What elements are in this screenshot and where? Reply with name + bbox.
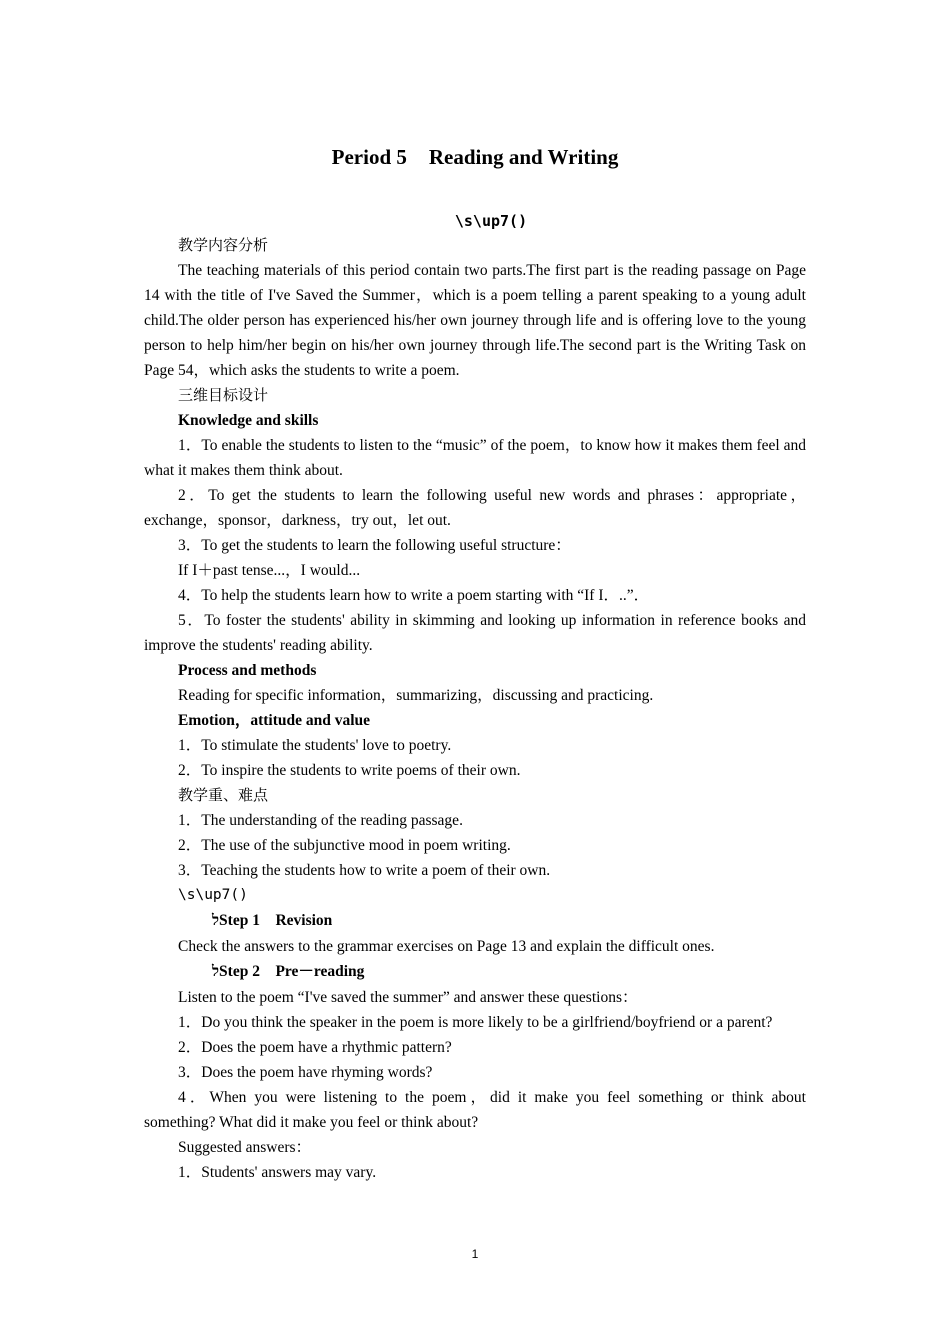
knowledge-item: 1．To enable the students to listen to the “music” of the poem，to know how it makes them feel and what it makes them think about. [144, 437, 806, 479]
process-text: Reading for specific information，summarizing，discussing and practicing. [178, 687, 654, 704]
key-point-item: 1．The understanding of the reading passage. [178, 812, 463, 829]
step-1-text: Check the answers to the grammar exercises on Page 13 and explain the difficult ones. [178, 938, 715, 955]
step-1-heading [144, 908, 806, 934]
knowledge-item: 3．To get the students to learn the following useful structure： [178, 537, 571, 554]
key-point-item: 2．The use of the subjunctive mood in poem writing. [178, 837, 511, 854]
document-body [144, 233, 806, 1185]
emotion-item: 1．To stimulate the students' love to poetry. [178, 737, 452, 754]
teaching-analysis-heading: 教学内容分析 [178, 236, 269, 254]
question-item: 2．Does the poem have a rhythmic pattern? [178, 1039, 452, 1056]
question-item: 4．When you were listening to the poem，did it make you feel something or think about something? What did it make you feel or think about? [144, 1089, 806, 1131]
page-number: 1 [471, 1247, 479, 1261]
title-period: Period 5 [331, 145, 407, 169]
step-2-intro: Listen to the poem “I've saved the summer” and answer these questions： [178, 989, 638, 1006]
question-item: 3．Does the poem have rhyming words? [178, 1064, 433, 1081]
procedure-code: \s\up7() [178, 887, 248, 903]
title-name: Reading and Writing [428, 145, 619, 169]
knowledge-item: 5．To foster the students' ability in skimming and looking up information in reference books and improve the students' reading ability. [144, 612, 806, 654]
knowledge-heading: Knowledge and skills [178, 412, 319, 429]
step-2-heading [144, 959, 806, 985]
process-heading: Process and methods [178, 662, 317, 679]
step-2-title: Step 2 Pre－reading [219, 963, 365, 980]
step-marker: ל [212, 964, 220, 980]
section-code: \s\up7() [454, 212, 528, 230]
answer-item: 1．Students' answers may vary. [178, 1164, 377, 1181]
knowledge-item: 2．To get the students to learn the following useful new words and phrases：appropriate，exchange，sponsor，darkness，try out，let out. [144, 487, 806, 529]
page-title [0, 142, 950, 172]
step-1-title: Step 1 Revision [219, 912, 333, 929]
answers-label: Suggested answers： [178, 1139, 312, 1156]
emotion-item: 2．To inspire the students to write poems of their own. [178, 762, 521, 779]
key-point-item: 3．Teaching the students how to write a poem of their own. [178, 862, 551, 879]
knowledge-item: If I＋past tense...，I would... [178, 562, 361, 579]
knowledge-item: 4．To help the students learn how to write a poem starting with “If I．..”． [178, 587, 650, 604]
emotion-heading: Emotion，attitude and value [178, 712, 371, 729]
question-item: 1．Do you think the speaker in the poem is more likely to be a girlfriend/boyfriend or a parent? [178, 1014, 773, 1031]
teaching-analysis-text: The teaching materials of this period contain two parts.The first part is the reading passage on Page 14 with the title of I've Saved the Summer，which is a poem telling a parent speaking to a young adult child.The older person has experienced his/her own journey through life and is offering love to the young person to help him/her begin on his/her own journey through life.The second part is the Writing Task on Page 54，which asks the students to write a poem. [144, 262, 806, 379]
key-points-heading: 教学重、难点 [178, 786, 269, 804]
objectives-heading: 三维目标设计 [178, 386, 269, 404]
step-marker: ל [212, 913, 220, 929]
